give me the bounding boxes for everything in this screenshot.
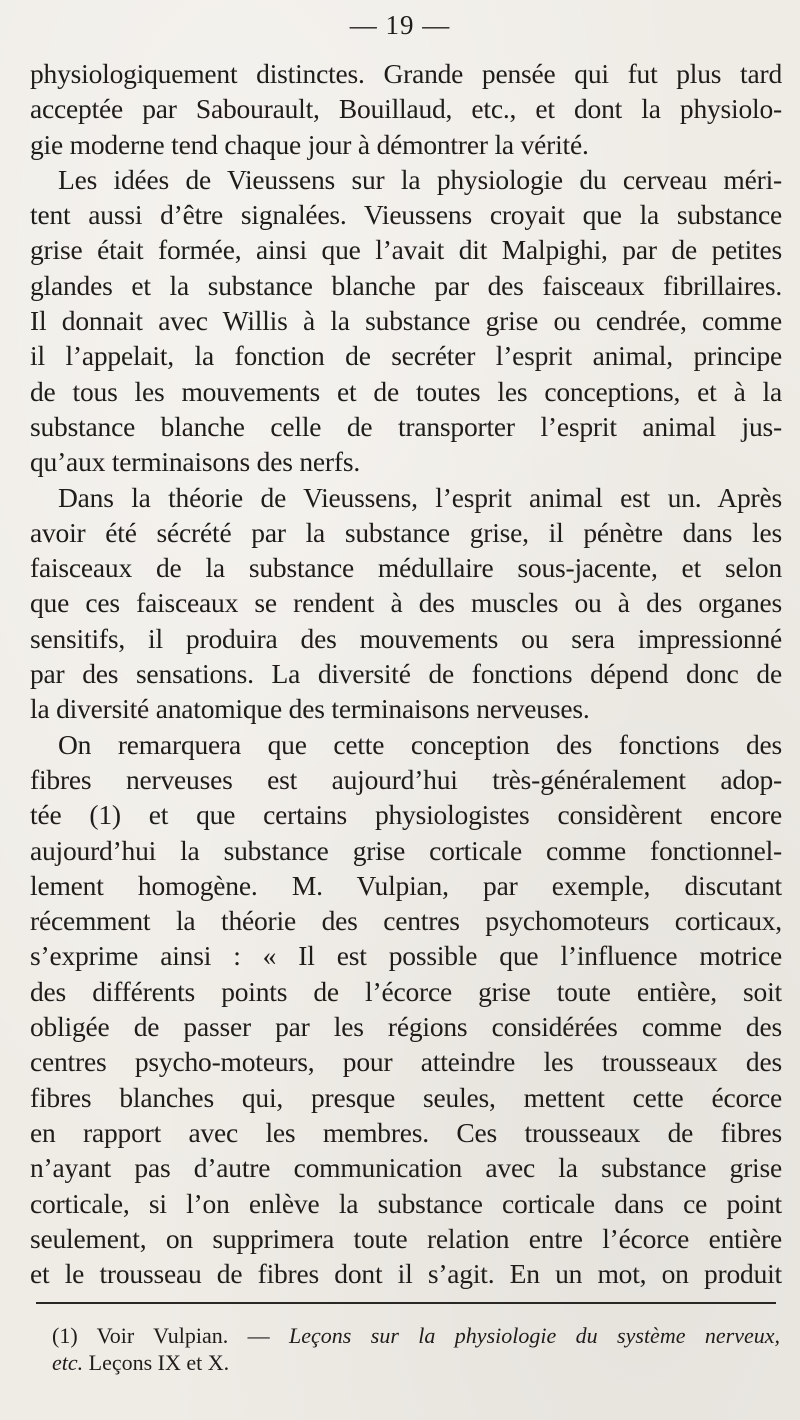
- footnote: [52, 1322, 780, 1376]
- text-line: sensitifs, il produira des mouvements ou sera impressionné: [30, 622, 782, 654]
- text-line: aujourd’hui la substance grise corticale comme fonctionnel-: [30, 834, 782, 866]
- footnote-text: Leçons IX et X.: [83, 1350, 230, 1375]
- text-line: par des sensations. La diversité de fonctions dépend donc de: [30, 658, 782, 690]
- footnote-title: etc.: [52, 1350, 84, 1375]
- text-line: qu’aux terminaisons des nerfs.: [30, 446, 361, 478]
- text-line: obligée de passer par les régions considérées comme des: [30, 1011, 782, 1043]
- page-number: — 19 —: [349, 10, 451, 40]
- text-line: lement homogène. M. Vulpian, par exemple, discutant: [30, 869, 782, 901]
- text-line: la diversité anatomique des terminaisons nerveuses.: [30, 693, 590, 725]
- text-line: que ces faisceaux se rendent à des muscles ou à des organes: [30, 587, 782, 619]
- text-line: s’exprime ainsi : « Il est possible que l’influence motrice: [30, 940, 782, 972]
- text-line: substance blanche celle de transporter l’esprit animal jus-: [30, 410, 782, 442]
- text-line: Dans la théorie de Vieussens, l’esprit animal est un. Après: [58, 481, 782, 513]
- text-line: physiologiquement distinctes. Grande pensée qui fut plus tard: [30, 58, 782, 89]
- text-line: des différents points de l’écorce grise toute entière, soit: [30, 975, 782, 1007]
- text-line: fibres nerveuses est aujourd’hui très-généralement adop-: [30, 763, 782, 795]
- body-text: [30, 56, 782, 1291]
- text-line: centres psycho-moteurs, pour atteindre les trousseaux des: [30, 1046, 782, 1078]
- footnote-line: [52, 1349, 780, 1376]
- text-line: gie moderne tend chaque jour à démontrer la vérité.: [30, 128, 589, 160]
- text-line: corticale, si l’on enlève la substance corticale dans ce point: [30, 1187, 782, 1219]
- text-line: avoir été sécrété par la substance grise, il pénètre dans les: [30, 516, 782, 548]
- text-line: en rapport avec les membres. Ces trousseaux de fibres: [30, 1116, 782, 1148]
- text-line: acceptée par Sabourault, Bouillaud, etc., et dont la physiolo-: [30, 93, 782, 125]
- text-line: grise était formée, ainsi que l’avait dit Malpighi, par de petites: [30, 234, 782, 266]
- text-line: il l’appelait, la fonction de secréter l’esprit animal, principe: [30, 340, 782, 372]
- text-line: seulement, on supprimera toute relation entre l’écorce entière: [30, 1222, 782, 1254]
- text-line: de tous les mouvements et de toutes les conceptions, et à la: [30, 375, 782, 407]
- text-line: n’ayant pas d’autre communication avec la substance grise: [30, 1152, 782, 1184]
- text-line: Il donnait avec Willis à la substance grise ou cendrée, comme: [30, 305, 782, 337]
- text-line: fibres blanches qui, presque seules, mettent cette écorce: [30, 1081, 782, 1113]
- footnote-divider: [36, 1302, 776, 1304]
- text-line: tée (1) et que certains physiologistes considèrent encore: [30, 799, 782, 831]
- text-line: faisceaux de la substance médullaire sous-jacente, et selon: [30, 552, 782, 584]
- footnote-text: (1) Voir Vulpian. —: [52, 1323, 290, 1348]
- text-line: et le trousseau de fibres dont il s’agit. En un mot, on produit: [30, 1258, 782, 1290]
- text-line: tent aussi d’être signalées. Vieussens croyait que la substance: [30, 199, 782, 231]
- footnote-title: Leçons sur la physiologie du système nerveux,: [289, 1323, 780, 1348]
- text-line: On remarquera que cette conception des fonctions des: [58, 728, 782, 760]
- text-line: glandes et la substance blanche par des faisceaux fibrillaires.: [30, 269, 782, 301]
- footnote-line: [52, 1322, 780, 1349]
- text-line: Les idées de Vieussens sur la physiologie du cerveau méri-: [58, 163, 782, 195]
- text-line: récemment la théorie des centres psychomoteurs corticaux,: [30, 905, 782, 937]
